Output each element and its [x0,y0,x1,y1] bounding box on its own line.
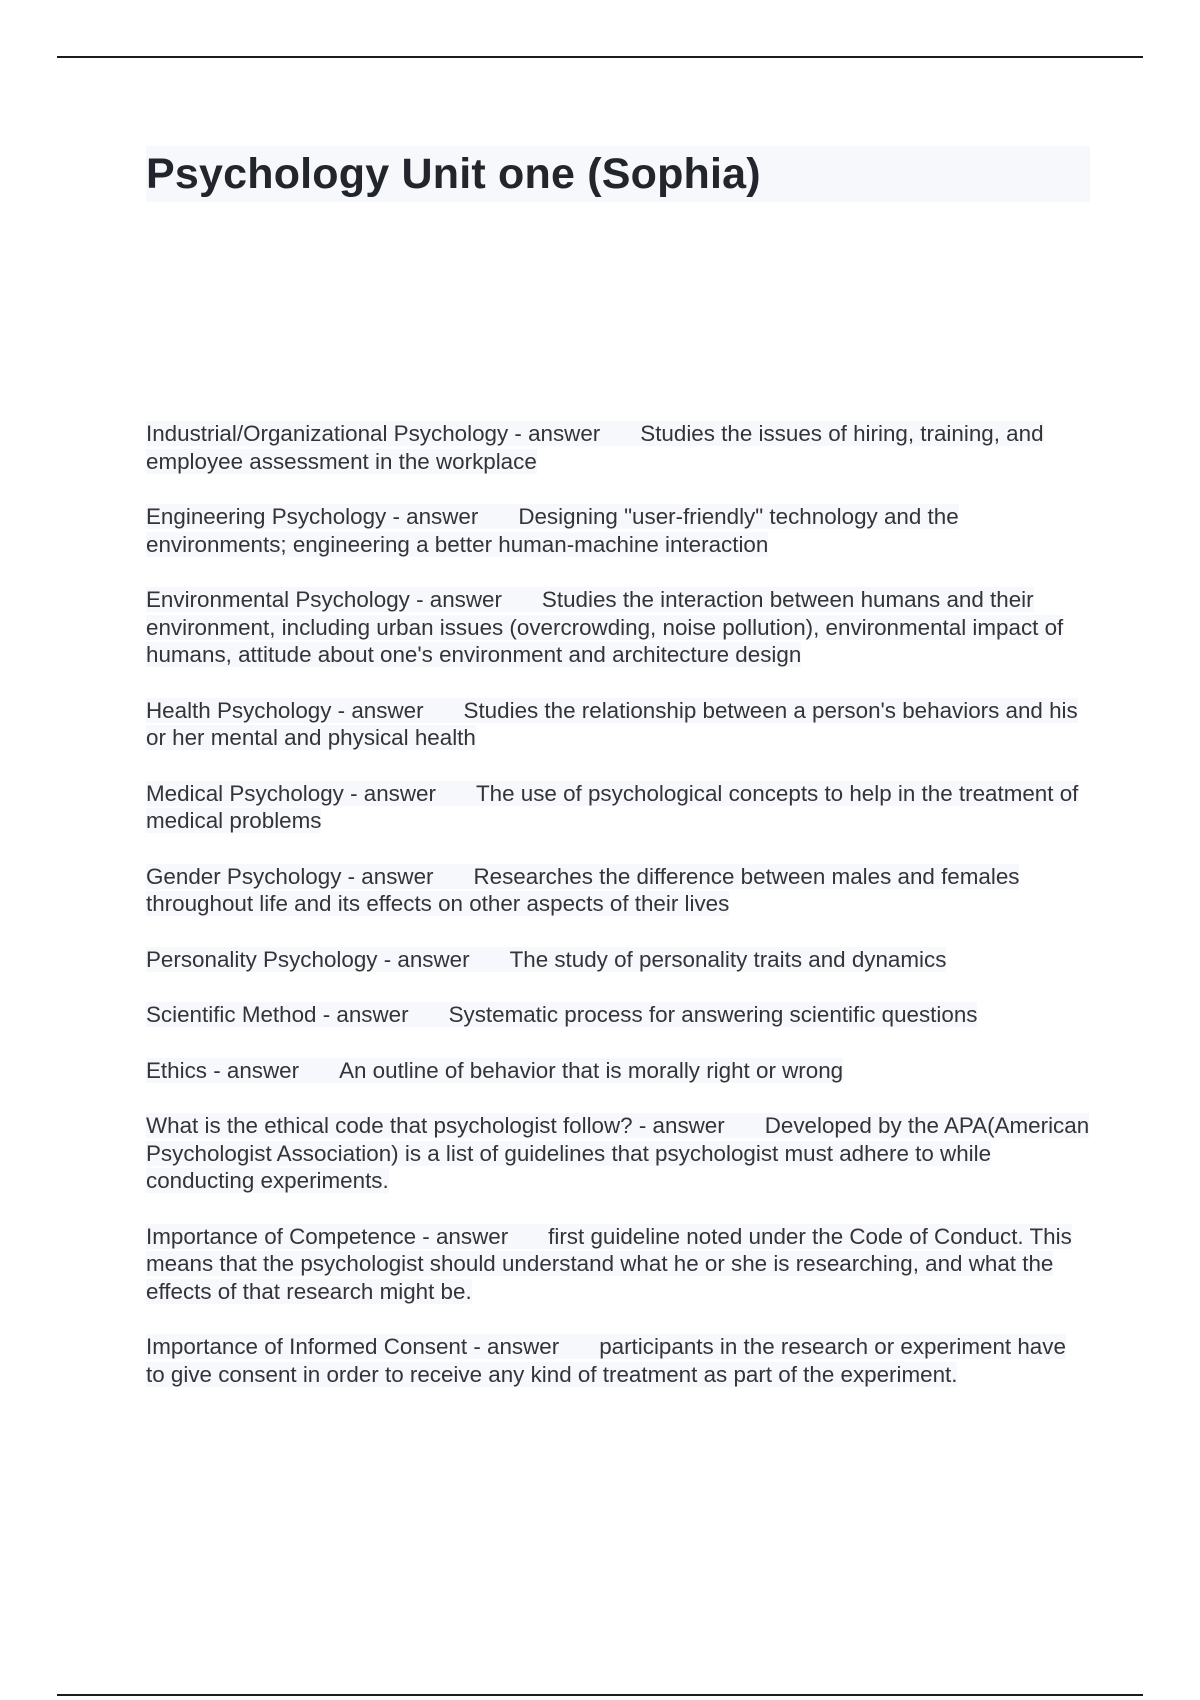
entry-term: Health Psychology - answer [146,697,424,723]
flashcard-entry [146,946,1090,974]
entry-definition: first guideline noted under the Code of Conduct. This means that the psychologist should understand what he or she is researching, and what the effects of that research might be. [146,1223,1072,1304]
entry-definition: Systematic process for answering scientific questions [448,1002,978,1027]
entry-definition: participants in the research or experiment have to give consent in order to receive any kind of treatment as part of the experiment. [146,1334,1066,1387]
entry-definition: Researches the difference between males and females throughout life and its effects on other aspects of their lives [146,863,1020,916]
entry-term: Scientific Method - answer [146,1002,409,1027]
entry-term: What is the ethical code that psychologist follow? - answer [146,1113,725,1138]
entry-definition: Designing "user-friendly" technology and the environments; engineering a better human-machine interaction [146,504,959,557]
entry-definition: Studies the issues of hiring, training, and employee assessment in the workplace [146,421,1044,474]
entry-term: Personality Psychology - answer [146,946,470,972]
entry-definition: Studies the interaction between humans and their environment, including urban issues (overcrowding, noise pollution), environmental impact of humans, attitude about one's environment and architecture design [146,587,1064,667]
flashcard-entry [146,1223,1090,1306]
flashcard-entry [146,1112,1090,1195]
entry-term: Environmental Psychology - answer [146,587,502,612]
flashcard-entry [146,780,1090,835]
entry-definition: The study of personality traits and dynamics [509,946,947,972]
bottom-rule [57,1694,1143,1696]
entry-term: Importance of Informed Consent - answer [146,1334,560,1359]
flashcard-entry [146,503,1090,558]
page-title: Psychology Unit one (Sophia) [146,146,1090,202]
flashcard-list [146,420,1090,1388]
flashcard-entry [146,863,1090,918]
entry-term: Medical Psychology - answer [146,780,436,806]
flashcard-entry [146,1057,1090,1085]
top-rule [57,56,1143,58]
entry-term: Importance of Competence - answer [146,1223,509,1249]
flashcard-entry [146,1001,1090,1029]
entry-definition: An outline of behavior that is morally right or wrong [339,1057,844,1083]
entry-definition: Studies the relationship between a person's behaviors and his or her mental and physical health [146,697,1078,750]
entry-term: Engineering Psychology - answer [146,504,479,529]
flashcard-entry [146,420,1090,475]
flashcard-entry [146,586,1090,669]
entry-term: Ethics - answer [146,1057,300,1083]
entry-definition: The use of psychological concepts to help in the treatment of medical problems [146,780,1079,833]
entry-term: Gender Psychology - answer [146,863,434,889]
document-body [146,146,1090,1416]
entry-term: Industrial/Organizational Psychology - answer [146,421,601,446]
entry-definition: Developed by the APA(American Psychologist Association) is a list of guidelines that psychologist must adhere to while conducting experiments. [146,1113,1090,1193]
flashcard-entry [146,1333,1090,1388]
flashcard-entry [146,697,1090,752]
